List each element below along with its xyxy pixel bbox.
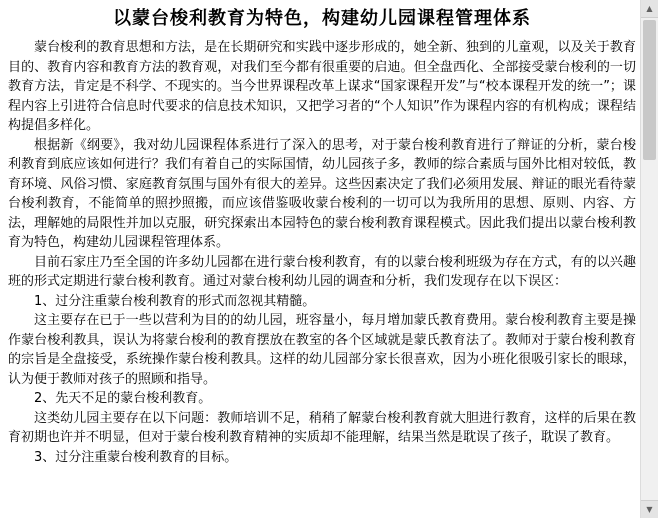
list-heading: 1、过分注重蒙台梭利教育的形式而忽视其精髓。 xyxy=(34,293,316,309)
paragraph: 根据新《纲要》，我对幼儿园课程体系进行了深入的思考，对于蒙台梭利教育进行了辩证的分析，蒙台梭利教育到底应该如何进行？我们有着自己的实际国情，幼儿园孩子多，教师的综合素质与国外比相对较低，教育环境、风俗习惯、家庭教育氛围与国外有很大的差异。这些因素决定了我们必须用发展、辩证的眼光看待蒙台梭利教育，不能简单的照抄照搬，而应该借鉴吸收蒙台梭利的一切可以为我所用的思想、原则、内容、方法，理解她的局限性并加以克服，研究探索出本园特色的蒙台梭利教育课程模式。因此我们提出以蒙台梭利教育为特色，构建幼儿园课程管理体系。 xyxy=(8,137,636,250)
document-title: 以蒙台梭利教育为特色，构建幼儿园课程管理体系 xyxy=(113,8,531,29)
paragraph: 这类幼儿园主要存在以下问题：教师培训不足，稍稍了解蒙台梭利教育就大胆进行教育，这样的后果在教育初期也许并不明显，但对于蒙台梭利教育精神的实质却不能理解，结果当然是耽误了孩子，耽误了教育。 xyxy=(8,410,636,445)
list-heading: 3、过分注重蒙台梭利教育的目标。 xyxy=(34,449,238,465)
paragraph: 蒙台梭利的教育思想和方法，是在长期研究和实践中逐步形成的，她全新、独到的儿童观，以及关于教育目的、教育内容和教育方法的教育观，对我们至今都有很重要的启迪。但全盘西化、全部接受蒙台梭利的一切教育方法，肯定是不科学、不现实的。当今世界课程改革上谋求“国家课程开发”与“校本课程开发的统一”；课程内容上引进符合信息时代要求的信息技术知识，又把学习者的“个人知识”作为课程内容的有机构成；课程结构提倡多样化。 xyxy=(8,40,636,133)
triangle-down-icon: ▼ xyxy=(646,505,653,514)
paragraph: 这主要存在已于一些以营利为目的的幼儿园，班容量小，每月增加蒙氏教育费用。蒙台梭利教育主要是操作蒙台梭利教具，误认为将蒙台梭利的教育摆放在教室的各个区域就是蒙氏教育法了。教师对于蒙台梭利教育的宗旨是全盘接受，系统操作蒙台梭利教具。这样的幼儿园部分家长很喜欢，因为小班化很吸引家长的眼球，认为便于教师对孩子的照顾和指导。 xyxy=(8,313,636,387)
scroll-up-button[interactable] xyxy=(641,0,658,18)
triangle-up-icon: ▲ xyxy=(646,4,653,13)
vertical-scrollbar[interactable] xyxy=(640,0,658,518)
list-heading: 2、先天不足的蒙台梭利教育。 xyxy=(34,391,212,406)
scroll-down-button[interactable] xyxy=(641,500,658,518)
paragraph: 目前石家庄乃至全国的许多幼儿园都在进行蒙台梭利教育，有的以蒙台梭利班级为存在方式，有的以兴趣班的形式定期进行蒙台梭利教育。通过对蒙台梭利幼儿园的调查和分析，我们发现存在以下误区： xyxy=(8,254,636,289)
scroll-thumb[interactable] xyxy=(643,20,656,160)
